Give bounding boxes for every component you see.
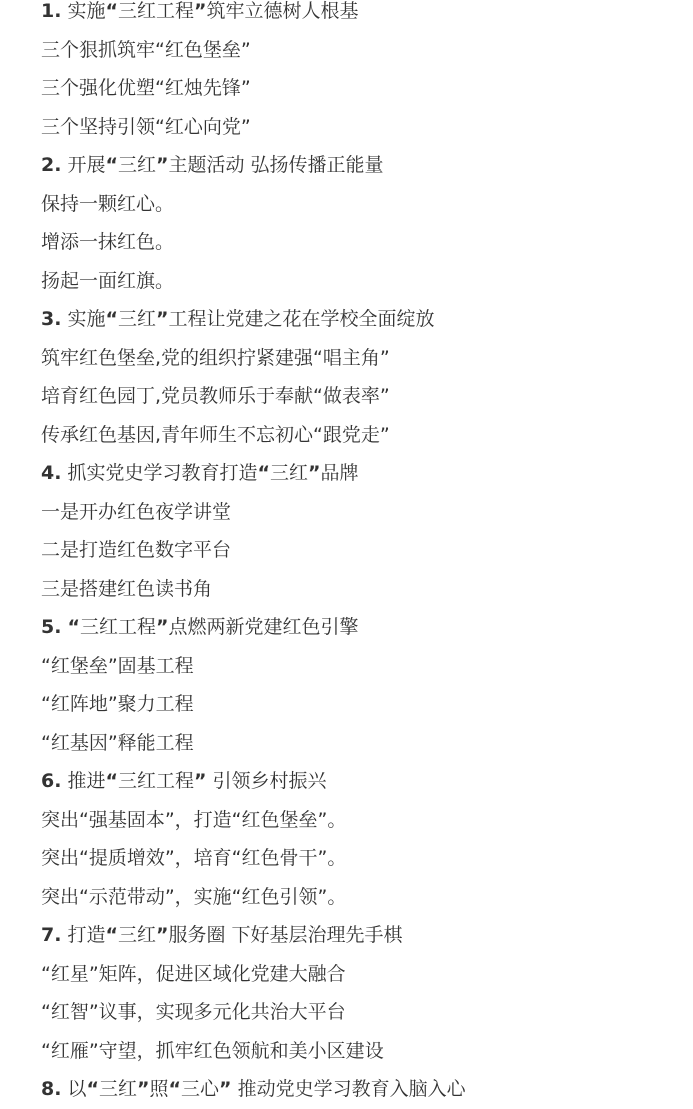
section-title: 抓实党史学习教育打造“三红”品牌 [61, 462, 359, 484]
section-number: 1. [41, 0, 62, 22]
section-item: “红智”议事，实现多元化共治大平台 [41, 1001, 346, 1023]
section-item: 保持一颗红心。 [41, 192, 175, 215]
section-item: 三个强化优塑“红烛先锋” [41, 77, 251, 99]
section-title: 开展“三红”主题活动 弘扬传播正能量 [61, 154, 384, 176]
section-item: “红雁”守望，抓牢红色领航和美小区建设 [41, 1039, 384, 1062]
section-item: “红堡垒”固基工程 [41, 654, 194, 677]
section-item: 三个坚持引领“红心向党” [41, 115, 251, 138]
section-number: 5. [41, 616, 62, 638]
section-item: 三是搭建红色读书角 [41, 577, 213, 600]
section-heading [41, 454, 681, 493]
section-title: 打造“三红”服务圈 下好基层治理先手棋 [61, 924, 403, 946]
section-heading [41, 1070, 681, 1109]
section-heading [41, 300, 681, 339]
section-item: “红阵地”聚力工程 [41, 693, 194, 715]
section-number: 4. [41, 462, 62, 484]
section-number: 8. [41, 1078, 62, 1100]
section-number: 6. [41, 770, 62, 792]
section-number: 3. [41, 308, 62, 330]
section-heading [41, 916, 681, 955]
section-number: 2. [41, 154, 62, 176]
section-item: 传承红色基因,青年师生不忘初心“跟党走” [41, 423, 390, 446]
section-item: 一是开办红色夜学讲堂 [41, 500, 232, 523]
section-item: “红基因”释能工程 [41, 731, 194, 754]
section-heading [41, 0, 681, 31]
section-title: 以“三红”照“三心” 推动党史学习教育入脑入心 [61, 1078, 466, 1100]
section-item: 增添一抹红色。 [41, 231, 175, 253]
section-title: “三红工程”点燃两新党建红色引擎 [67, 616, 359, 638]
section-item: 培育红色园丁,党员教师乐于奉献“做表率” [41, 385, 390, 407]
section-heading [41, 608, 681, 647]
section-title: 实施“三红”工程让党建之花在学校全面绽放 [61, 308, 435, 330]
section-item: 二是打造红色数字平台 [41, 539, 232, 561]
section-item: 三个狠抓筑牢“红色堡垒” [41, 38, 251, 61]
section-item: 扬起一面红旗。 [41, 269, 175, 292]
section-item: “红星”矩阵，促进区域化党建大融合 [41, 962, 346, 985]
section-heading [41, 762, 681, 801]
section-item: 突出“强基固本”，打造“红色堡垒”。 [41, 808, 347, 831]
section-item: 突出“提质增效”，培育“红色骨干”。 [41, 847, 347, 869]
section-item: 突出“示范带动”，实施“红色引领”。 [41, 885, 347, 908]
section-number: 7. [41, 924, 62, 946]
article-body [41, 0, 681, 1109]
section-item: 筑牢红色堡垒,党的组织拧紧建强“唱主角” [41, 346, 390, 369]
section-title: 推进“三红工程” 引领乡村振兴 [61, 770, 327, 792]
section-heading [41, 146, 681, 185]
section-title: 实施“三红工程”筑牢立德树人根基 [61, 0, 359, 22]
